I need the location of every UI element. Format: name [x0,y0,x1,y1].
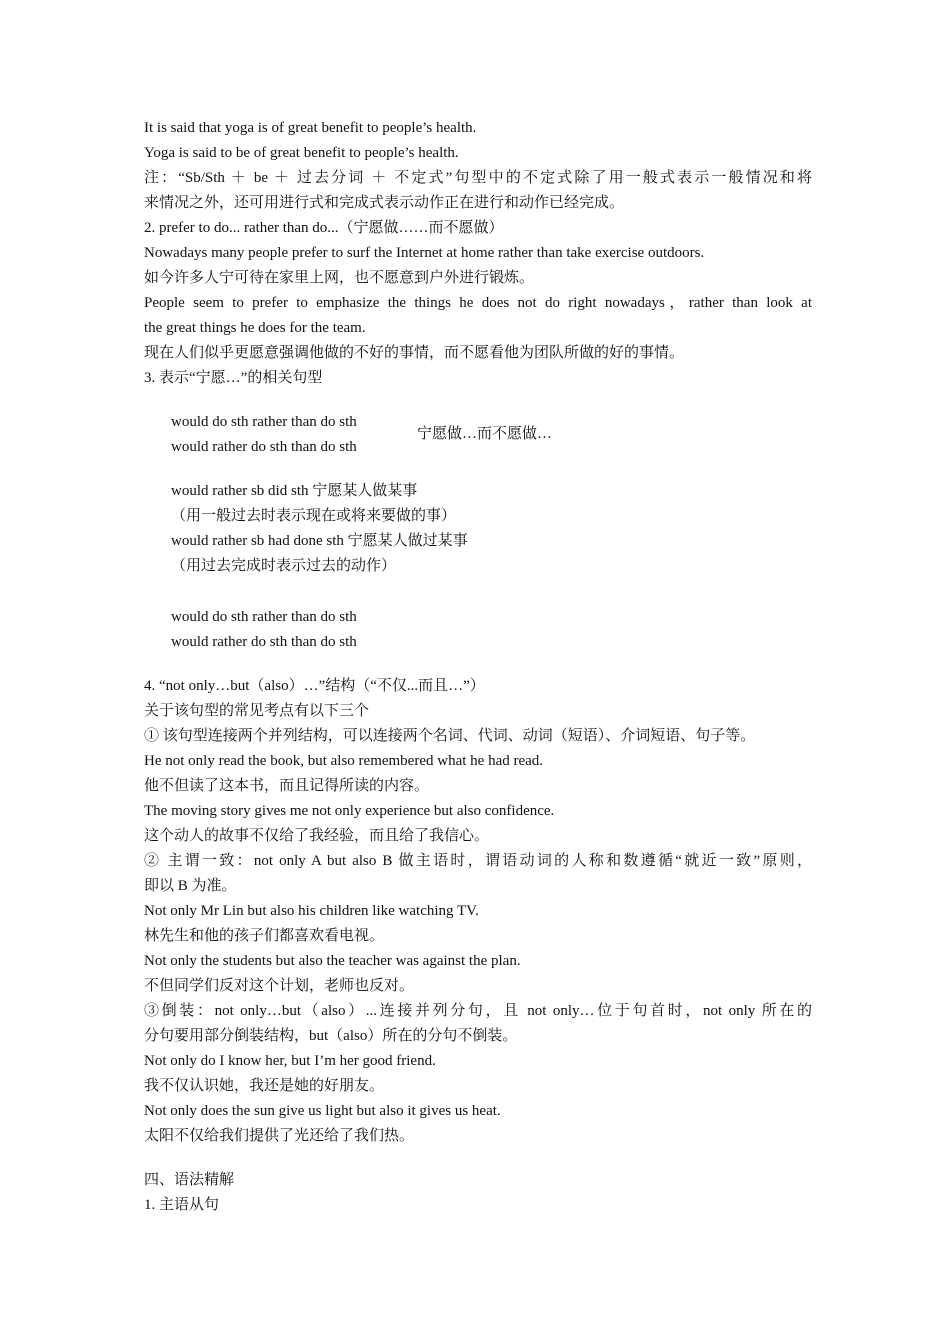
text-column [144,116,812,1218]
pattern-line: would rather do sth than do sth [171,634,357,650]
text-line: 我不仅认识她，我还是她的好朋友。 [144,1078,385,1094]
heading-not-only: 4. “not only…but（also）…”结构（“不仅...而且…”） [144,678,485,694]
section-title: 四、语法精解 [144,1172,235,1188]
text-line: 分句要用部分倒装结构，but（also）所在的分句不倒装。 [144,1028,518,1044]
text-line: The moving story gives me not only experience but also confidence. [144,803,555,819]
text-line: Nowadays many people prefer to surf the Internet at home rather than take exercise outdoors. [144,245,705,261]
text-line: 现在人们似乎更愿意强调他做的不好的事情，而不愿看他为团队所做的好的事情。 [144,345,685,361]
text-line: Not only Mr Lin but also his children like watching TV. [144,903,479,919]
text-line: 如今许多人宁可待在家里上网，也不愿意到户外进行锻炼。 [144,270,535,286]
text-line: ① 该句型连接两个并列结构，可以连接两个名词、代词、动词（短语）、介词短语、句子等。 [144,728,756,744]
pattern-line: would rather sb did sth 宁愿某人做某事 [171,483,418,499]
text-line: 他不但读了这本书，而且记得所读的内容。 [144,778,430,794]
text-line: 注：“Sb/Sth ＋ be ＋ 过去分词 ＋ 不定式”句型中的不定式除了用一般式表示一般情况和将 [144,170,812,186]
text-line: the great things he does for the team. [144,320,366,336]
text-line: It is said that yoga is of great benefit to people’s health. [144,120,477,136]
pattern-line: would do sth rather than do sth [171,609,357,625]
pattern-note: （用过去完成时表示过去的动作） [171,558,397,574]
heading-prefer: 2. prefer to do... rather than do...（宁愿做……而不愿做） [144,220,504,236]
text-line: ③倒装：not only…but（also）...连接并列分句，且 not only…位于句首时，not only 所在的 [144,1003,812,1019]
heading-would-rather: 3. 表示“宁愿…”的相关句型 [144,370,323,386]
text-line: He not only read the book, but also remembered what he had read. [144,753,544,769]
text-line: 林先生和他的孩子们都喜欢看电视。 [144,928,385,944]
pattern-line: would rather do sth than do sth [171,439,357,455]
pattern-note: （用一般过去时表示现在或将来要做的事） [171,508,457,524]
rather-than-pattern-block [144,410,812,460]
pattern-meaning: 宁愿做…而不愿做… [417,426,553,442]
text-line: Not only the students but also the teacher was against the plan. [144,953,521,969]
text-line: 即以 B 为准。 [144,878,237,894]
pattern-line: would rather sb had done sth 宁愿某人做过某事 [171,533,468,549]
text-line: Yoga is said to be of great benefit to people’s health. [144,145,459,161]
text-line: 不但同学们反对这个计划，老师也反对。 [144,978,415,994]
pattern-line: would do sth rather than do sth [171,414,357,430]
text-line: 太阳不仅给我们提供了光还给了我们热。 [144,1128,415,1144]
section-item: 1. 主语从句 [144,1197,220,1213]
text-line: ② 主谓一致：not only A but also B 做主语时，谓语动词的人称和数遵循“就近一致”原则， [144,853,812,869]
text-line: People seem to prefer to emphasize the things he does not do right nowadays，rather than look at [144,295,812,311]
text-line: Not only does the sun give us light but also it gives us heat. [144,1103,501,1119]
text-line: 来情况之外，还可用进行式和完成式表示动作正在进行和动作已经完成。 [144,195,625,211]
text-line: Not only do I know her, but I’m her good friend. [144,1053,436,1069]
text-line: 关于该句型的常见考点有以下三个 [144,703,370,719]
text-line: 这个动人的故事不仅给了我经验，而且给了我信心。 [144,828,490,844]
